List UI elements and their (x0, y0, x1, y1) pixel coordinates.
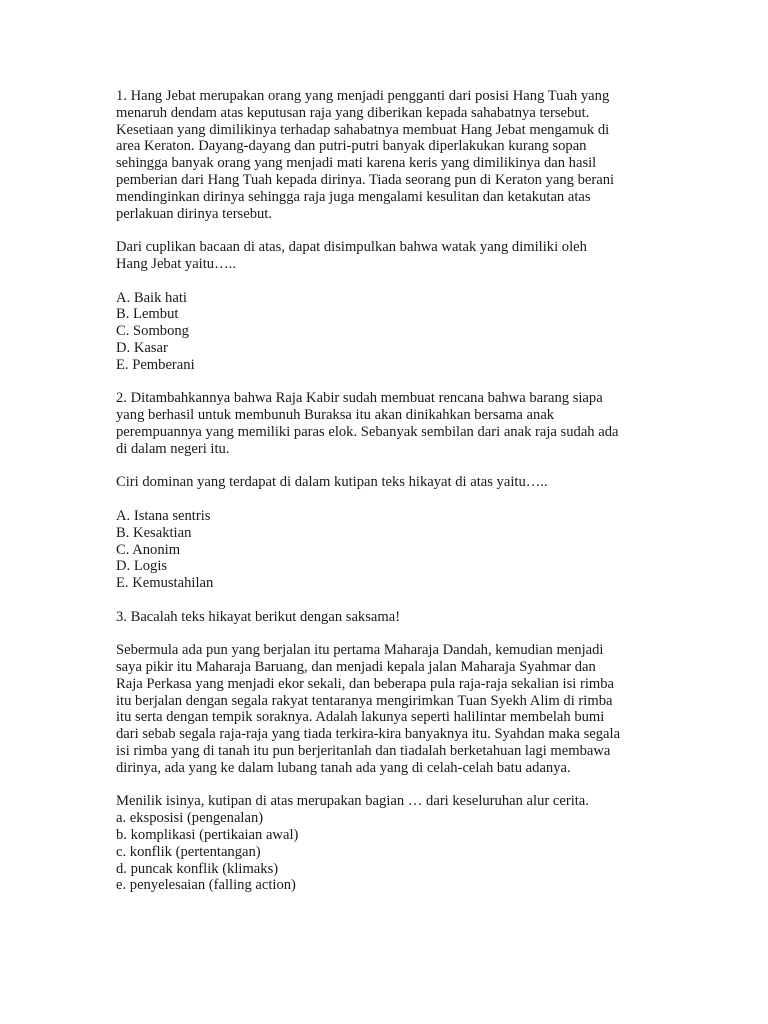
q2-option-b: B. Kesaktian (116, 524, 192, 541)
q3-passage-line: dirinya, ada yang ke dalam lubang tanah ada yang di celah-celah batu adanya. (116, 759, 571, 776)
q1-options (116, 290, 656, 374)
q2-passage-line: di dalam negeri itu. (116, 440, 230, 457)
q1-option-b: B. Lembut (116, 306, 179, 323)
q2-option-e: E. Kemustahilan (116, 575, 214, 592)
q3-passage-line: Raja Perkasa yang menjadi ekor sekali, dan beberapa pula raja-raja sekalian isi rimba (116, 675, 615, 692)
q3-passage (116, 642, 656, 776)
q2-question-line: Ciri dominan yang terdapat di dalam kutipan teks hikayat di atas yaitu….. (116, 474, 548, 491)
spacer (116, 374, 656, 391)
spacer (116, 491, 656, 508)
spacer (116, 777, 656, 794)
spacer (116, 626, 656, 643)
spacer (116, 273, 656, 290)
q1-passage-line: mendinginkan dirinya sehingga raja juga mengalami kesulitan dan ketakutan atas (116, 188, 591, 205)
q2-options (116, 508, 656, 592)
q1-option-a: A. Baik hati (116, 289, 187, 306)
q3-option-c: c. konflik (pertentangan) (116, 843, 261, 860)
q3-option-d: d. puncak konflik (klimaks) (116, 860, 279, 877)
q3-options (116, 810, 656, 894)
q2-passage (116, 390, 656, 457)
q2-passage-line: yang berhasil untuk membunuh Buraksa itu akan dinikahkan bersama anak (116, 407, 555, 424)
spacer (116, 592, 656, 609)
q2-option-a: A. Istana sentris (116, 507, 211, 524)
q3-intro: 3. Bacalah teks hikayat berikut dengan saksama! (116, 608, 401, 625)
q3-passage-line: itu serta dengan tempik soraknya. Adalah lakunya seperti halilintar membelah bumi (116, 709, 605, 726)
q1-passage (116, 88, 656, 222)
q1-passage-line: sehingga banyak orang yang menjadi mati karena keris yang dimilikinya dan hasil (116, 155, 597, 172)
document-page (116, 88, 656, 894)
q1-question-line: Hang Jebat yaitu….. (116, 255, 236, 272)
q2-option-c: C. Anonim (116, 541, 181, 558)
q3-option-a: a. eksposisi (pengenalan) (116, 810, 264, 827)
q1-passage-line: area Keraton. Dayang-dayang dan putri-putri banyak diperlakukan kurang sopan (116, 138, 587, 155)
q1-passage-line: Kesetiaan yang dimilikinya terhadap sahabatnya membuat Hang Jebat mengamuk di (116, 121, 610, 138)
q3-passage-line: Sebermula ada pun yang berjalan itu pertama Maharaja Dandah, kemudian menjadi (116, 642, 604, 659)
q1-passage-line: pemberian dari Hang Tuah kepada dirinya. Tiada seorang pun di Keraton yang berani (116, 171, 615, 188)
q3-question: Menilik isinya, kutipan di atas merupakan bagian … dari keseluruhan alur cerita. (116, 793, 589, 810)
q1-passage-line: perlakuan dirinya tersebut. (116, 205, 273, 222)
q2-option-d: D. Logis (116, 558, 168, 575)
q2-passage-line: 2. Ditambahkannya bahwa Raja Kabir sudah membuat rencana bahwa barang siapa (116, 390, 603, 407)
q3-option-e: e. penyelesaian (falling action) (116, 877, 296, 894)
q1-option-d: D. Kasar (116, 339, 168, 356)
q2-question (116, 474, 656, 491)
q1-option-e: E. Pemberani (116, 356, 195, 373)
q2-passage-line: perempuannya yang memiliki paras elok. Sebanyak sembilan dari anak raja sudah ada (116, 423, 619, 440)
q1-passage-line: 1. Hang Jebat merupakan orang yang menjadi pengganti dari posisi Hang Tuah yang (116, 88, 610, 104)
q3-passage-line: isi rimba yang di tanah itu pun berjeritanlah dan tiadalah berketahuan lagi membawa (116, 743, 611, 760)
q1-question (116, 239, 656, 273)
spacer (116, 458, 656, 475)
q1-option-c: C. Sombong (116, 323, 189, 340)
spacer (116, 222, 656, 239)
q1-question-line: Dari cuplikan bacaan di atas, dapat disimpulkan bahwa watak yang dimiliki oleh (116, 239, 587, 256)
q3-option-b: b. komplikasi (pertikaian awal) (116, 827, 299, 844)
q1-passage-line: menaruh dendam atas keputusan raja yang diberikan kepada sahabatnya tersebut. (116, 104, 590, 121)
q3-passage-line: itu berjalan dengan segala rakyat tentaranya mengirimkan Tuan Syekh Alim di rimba (116, 692, 613, 709)
q3-passage-line: dari sebab segala raja-raja yang tiada terkira-kira banyaknya itu. Syahdan maka segala (116, 726, 621, 743)
q3-passage-line: saya pikir itu Maharaja Baruang, dan menjadi kepala jalan Maharaja Syahmar dan (116, 659, 596, 676)
